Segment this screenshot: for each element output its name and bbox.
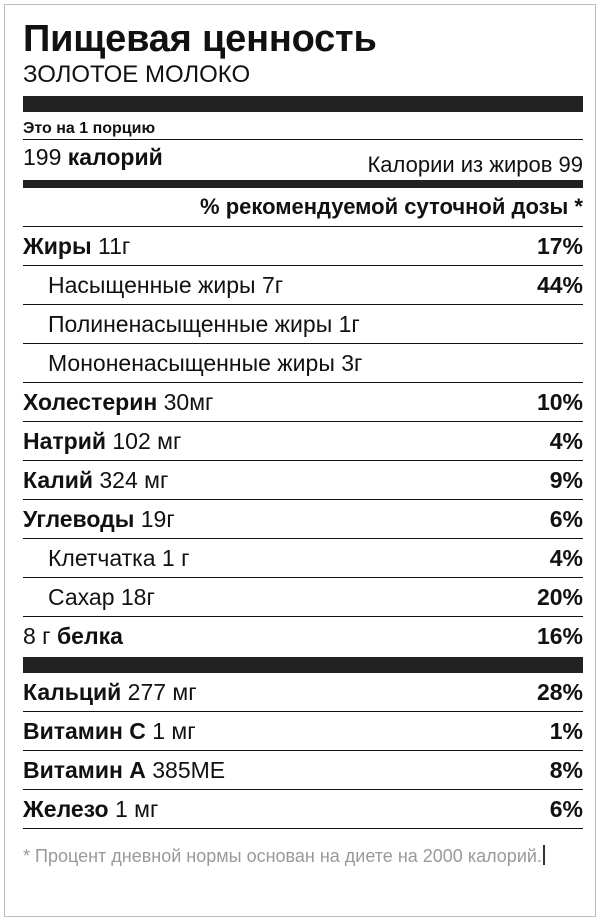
calories-from-fat: Калории из жиров 99 (367, 152, 583, 177)
nutrient-name: белка (56, 623, 123, 649)
nutrient-row-sodium (23, 421, 583, 460)
nutrient-amount: 1 мг (145, 718, 196, 744)
nutrient-percent: 17% (536, 233, 583, 259)
daily-value-header: % рекомендуемой суточной дозы * (200, 194, 583, 219)
nutrient-name: Кальций (23, 679, 122, 705)
vitamin-row-iron (23, 789, 583, 829)
nutrient-row-polyunsaturated-fat (23, 304, 583, 343)
nutrient-name: Витамин A (23, 757, 146, 783)
nutrient-row-protein (23, 616, 583, 655)
nutrient-percent: 8% (549, 757, 583, 783)
nutrient-label: Полиненасыщенные жиры 1г (48, 311, 360, 337)
nutrient-amount: 8 г (23, 623, 57, 649)
text-cursor (543, 845, 545, 865)
nutrient-percent: 6% (549, 506, 583, 532)
nutrient-amount: 277 мг (121, 679, 197, 705)
nutrient-percent: 28% (536, 679, 583, 705)
calories-total (23, 144, 163, 170)
nutrient-label: Мононенасыщенные жиры 3г (48, 350, 363, 376)
nutrient-row-sugar (23, 577, 583, 616)
nutrient-amount: 102 мг (106, 428, 182, 454)
nutrient-name: Железо (23, 796, 109, 822)
nutrient-amount: 11г (91, 233, 131, 259)
mid-divider-bar (23, 180, 583, 188)
nutrient-row-monounsaturated-fat (23, 343, 583, 382)
nutrient-row-potassium (23, 460, 583, 499)
nutrient-amount: 19г (134, 506, 175, 532)
nutrient-percent: 44% (536, 272, 583, 298)
nutrient-label: Насыщенные жиры 7г (48, 272, 284, 298)
nutrient-percent: 4% (549, 428, 583, 454)
nutrient-percent: 4% (549, 545, 583, 571)
nutrient-name: Калий (23, 467, 93, 493)
nutrition-label (23, 15, 583, 873)
vitamin-row-vitamin-c (23, 711, 583, 750)
vitamins-divider-bar (23, 657, 583, 673)
nutrient-percent: 6% (549, 796, 583, 822)
nutrient-percent: 16% (536, 623, 583, 649)
nutrient-label: Сахар 18г (48, 584, 155, 610)
nutrition-label-frame (4, 4, 596, 917)
nutrient-amount: 30мг (157, 389, 214, 415)
calories-row (23, 140, 583, 180)
nutrient-row-saturated-fat (23, 265, 583, 304)
footnote (23, 839, 563, 873)
nutrient-name: Холестерин (23, 389, 158, 415)
calories-value: 199 (23, 144, 62, 170)
nutrient-name: Жиры (23, 233, 92, 259)
nutrient-amount: 1 мг (108, 796, 159, 822)
nutrient-name: Натрий (23, 428, 106, 454)
serving-label: Это на 1 порцию (23, 120, 156, 137)
nutrient-row-cholesterol (23, 382, 583, 421)
nutrient-amount: 385МЕ (145, 757, 226, 783)
nutrient-name: Углеводы (23, 506, 135, 532)
label-title: Пищевая ценность (23, 18, 377, 60)
nutrient-row-fiber (23, 538, 583, 577)
nutrient-percent: 9% (549, 467, 583, 493)
vitamin-row-vitamin-a (23, 750, 583, 789)
nutrient-percent: 1% (549, 718, 583, 744)
nutrient-amount: 324 мг (93, 467, 169, 493)
nutrient-row-fat (23, 226, 583, 265)
top-divider-bar (23, 96, 583, 112)
nutrient-name: Витамин C (23, 718, 146, 744)
nutrient-row-carbohydrates (23, 499, 583, 538)
nutrient-percent: 10% (536, 389, 583, 415)
nutrient-percent: 20% (536, 584, 583, 610)
nutrient-label: Клетчатка 1 г (48, 545, 190, 571)
calories-word: калорий (67, 144, 163, 170)
product-name: ЗОЛОТОЕ МОЛОКО (23, 61, 251, 88)
footnote-text: * Процент дневной нормы основан на диете на 2000 калорий. (23, 846, 542, 866)
vitamin-row-calcium (23, 673, 583, 711)
